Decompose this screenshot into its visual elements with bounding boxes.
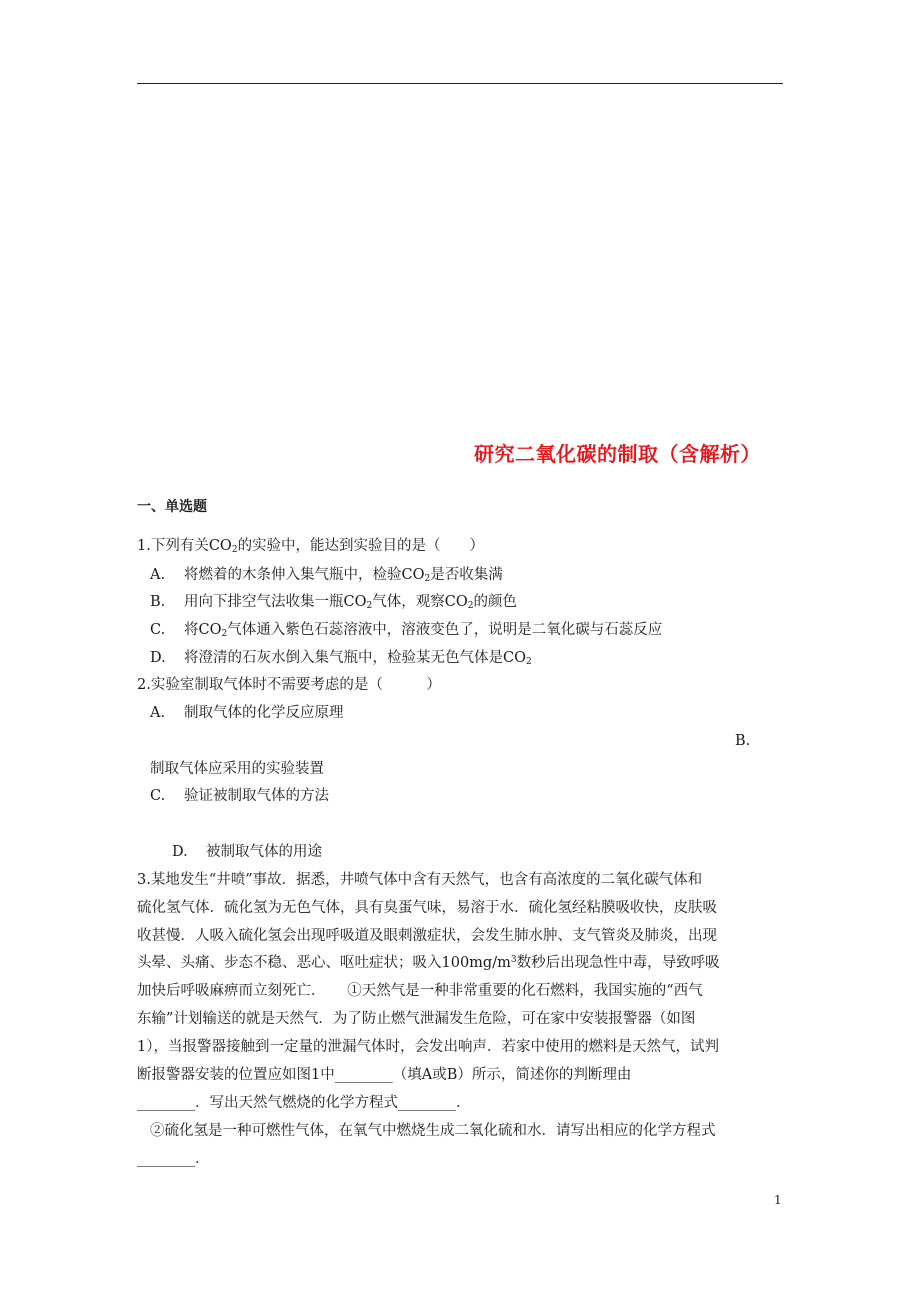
header-rule bbox=[137, 83, 783, 84]
q3-line-10: ②硫化氢是一种可燃性气体，在氧气中燃烧生成二氧化硫和水．请写出相应的化学方程式 bbox=[150, 1123, 716, 1139]
q2-option-b-label: B. bbox=[735, 733, 751, 749]
q2-option-d: D. 被制取气体的用途 bbox=[172, 844, 322, 860]
q3-line-4: 头晕、头痛、步态不稳、恶心、呕吐症状；吸入$100mg/m^3$数秒后出现急性中毒，导致呼吸 bbox=[137, 955, 720, 971]
q3-line-5: 加快后呼吸麻痹而立刻死亡． ①天然气是一种非常重要的化石燃料，我国实施的“西气 bbox=[137, 983, 703, 999]
q1-option-d: D. 将澄清的石灰水倒入集气瓶中，检验某无色气体是$CO_2$ bbox=[150, 650, 532, 667]
page-number: 1 bbox=[774, 1193, 782, 1207]
q3-line-9: ________．写出天然气燃烧的化学方程式________． bbox=[137, 1095, 471, 1111]
q2-option-b-text: 制取气体应采用的实验装置 bbox=[150, 761, 324, 777]
q1-stem: 1.下列有关$CO_2$的实验中，能达到实验目的是（ ） bbox=[137, 538, 485, 555]
q3-line-3: 收甚慢．人吸入硫化氢会出现呼吸道及眼刺激症状，会发生肺水肿、支气管炎及肺炎，出现 bbox=[137, 928, 717, 944]
q2-stem: 2.实验室制取气体时不需要考虑的是（ ） bbox=[137, 677, 441, 693]
q3-line-11: ________． bbox=[137, 1151, 210, 1167]
q2-option-a: A. 制取气体的化学反应原理 bbox=[150, 705, 344, 721]
q3-line-6: 东输”计划输送的就是天然气．为了防止燃气泄漏发生危险，可在家中安装报警器（如图 bbox=[137, 1011, 696, 1027]
document-title: 研究二氧化碳的制取（含解析） bbox=[474, 442, 761, 466]
q1-option-b: B. 用向下排空气法收集一瓶$CO_2$气体，观察$CO_2$的颜色 bbox=[150, 594, 517, 611]
q1-option-c: C. 将$CO_2$气体通入紫色石蕊溶液中，溶液变色了，说明是二氧化碳与石蕊反应 bbox=[150, 622, 663, 639]
q3-line-8: 断报警器安装的位置应如图1中________（填A或B）所示，简述你的判断理由 bbox=[137, 1067, 632, 1083]
q3-line-7: 1），当报警器接触到一定量的泄漏气体时，会发出响声．若家中使用的燃料是天然气，试判 bbox=[137, 1039, 719, 1055]
q2-option-c: C. 验证被制取气体的方法 bbox=[150, 788, 329, 804]
q3-line-1: 3.某地发生“井喷”事故．据悉，井喷气体中含有天然气，也含有高浓度的二氧化碳气体和 bbox=[137, 872, 703, 888]
q3-line-2: 硫化氢气体．硫化氢为无色气体，具有臭蛋气味，易溶于水．硫化氢经粘膜吸收快，皮肤吸 bbox=[137, 900, 717, 916]
section-heading: 一、单选题 bbox=[137, 499, 207, 515]
q1-option-a: A. 将燃着的木条伸入集气瓶中，检验$CO_2$是否收集满 bbox=[150, 567, 503, 584]
